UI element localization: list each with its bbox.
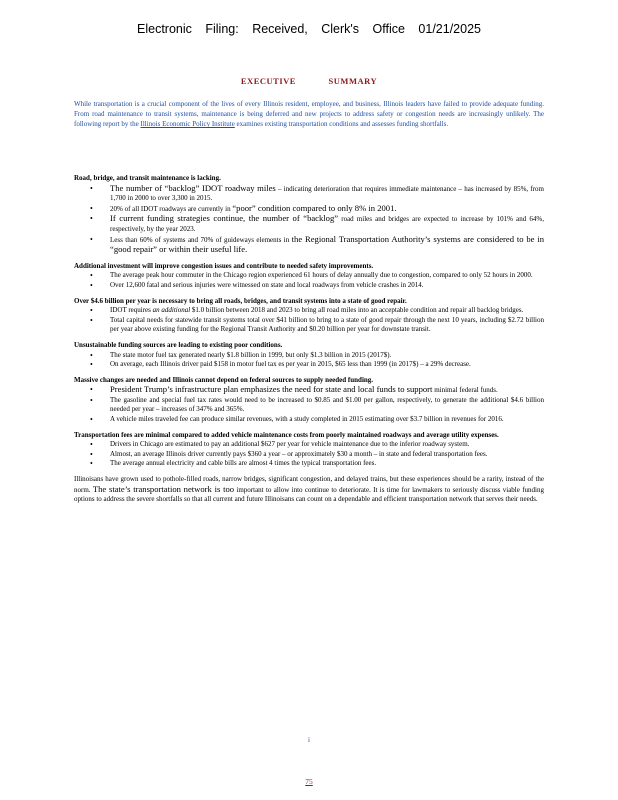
section-heading: Transportation fees are minimal compared to added vehicle maintenance costs from poorly maintained roadways and average utility expenses. [74,430,499,439]
section-federal [74,376,544,425]
closing-paragraph [74,475,544,505]
list-item: • The average peak hour commuter in the Chicago region experienced 61 hours of delay annually due to congestion, compared to only 52 hours in 2000. [110,271,544,281]
list-item: • The gasoline and special fuel tax rates would need to be increased to $0.85 and $1.00 per gallon, respectively, to generate the additional $4.6 billion needed per year – increases of 347% and 365%. [110,396,544,415]
intro-text-end: examines existing transportation conditions and assesses funding shortfalls. [234,120,449,129]
item-text: IDOT requires [110,306,153,315]
section-fees [74,431,544,469]
emphasis-text: “poor” condition compared to only 8% in 2001. [232,202,397,213]
list-item: • Total capital needs for statewide transit systems total over $41 billion to bring to a state of good repair through the next 10 years, including $2.72 billion per year above existing funding for the Regional Transit Authority and $0.20 billion per year for downstate transit. [110,316,544,335]
bullet-list [74,184,544,256]
section-heading: Massive changes are needed and Illinois cannot depend on federal sources to supply needed funding. [74,375,374,384]
emphasis-text: If current funding strategies continue, the number of “backlog” [110,213,339,224]
emphasis-text: The number of “backlog” IDOT roadway miles [110,182,276,193]
roman-page-number: i [308,736,310,744]
list-item: • A vehicle miles traveled fee can produce similar revenues, with a study completed in 2015 estimating over $3.7 billion in revenues for 2016. [110,415,544,425]
section-heading: Additional investment will improve congestion issues and contribute to needed safety improvements. [74,261,374,270]
intro-text-start: While transportation is a crucial component of the lives of every Illinois resident, employee, and business, Illinois leaders have failed to provide adequate funding. From road maintenance to transit systems, maintenance is being deferred and new projects to address safety or congestion needs are increasingly unlikely. The following report by the [74,100,544,129]
list-item: • The state motor fuel tax generated nearly $1.8 billion in 1999, but only $1.3 billion in 2015 (2017$). [110,351,544,361]
bullet-list [74,385,544,424]
source-link[interactable]: Illinois Economic Policy Institute [140,120,235,129]
list-item: • The average annual electricity and cable bills are almost 4 times the typical transportation fees. [110,459,544,469]
closing-text-start: Illinoisans have grown used to pothole-filled roads, narrow bridges, significant congestion, and delayed trains, but these experiences should be a rarity, instead of the norm. [74,475,544,494]
item-text: road miles and bridges are expected to increase by 101% and 64%, respectively, by the year 2023. [110,215,544,233]
emphasis-text: the Regional Transportation Authority’s systems are considered to be in “good repair” or within their useful life. [110,233,544,255]
page-number: 75 [305,777,313,786]
section-unsustainable [74,341,544,370]
emphasis-text: President Trump’s infrastructure plan emphasizes the need for state and local funds to support [110,384,433,395]
italic-text: an additional [152,306,191,315]
bullet-list [74,440,544,469]
bullet-list [74,306,544,335]
list-item [110,385,544,396]
item-text: minimal federal funds. [432,386,498,395]
page-title: EXECUTIVE SUMMARY [240,76,378,86]
list-item [110,214,544,234]
item-text: Less than 60% of systems and 70% of guideways elements in [110,235,292,244]
list-item [110,235,544,256]
item-text: $1.0 billion between 2018 and 2023 to bring all road miles into an acceptable condition and repair all backlog bridges. [190,306,524,315]
intro-paragraph [74,99,544,130]
list-item [110,184,544,204]
section-funding-need [74,297,544,335]
section-heading: Road, bridge, and transit maintenance is lacking. [74,174,221,182]
list-item: • Almost, an average Illinois driver currently pays $360 a year – or approximately $30 a month – in state and federal transportation fees. [110,450,544,460]
list-item: • Over 12,600 fatal and serious injuries were witnessed on state and local roadways from vehicle crashes in 2014. [110,281,544,291]
item-text: 20% of all IDOT roadways are currently in [110,204,233,213]
section-congestion [74,262,544,291]
list-item: • On average, each Illinois driver paid $158 in motor fuel tax es per year in 2015, $65 less than 1999 (in 2017$) – a 29% decrease. [110,360,544,370]
section-heading: Over $4.6 billion per year is necessary to bring all roads, bridges, and transit systems into a state of good repair. [74,296,407,305]
bullet-list [74,351,544,370]
item-text: – indicating deterioration that requires immediate maintenance – has increased by 85%, from 1,700 in 2000 to over 3,300 in 2015. [110,184,544,203]
filing-stamp: Electronic Filing: Received, Clerk's Office 01/21/2025 [137,22,481,36]
emphasis-text: The state’s transportation network is too [92,483,235,494]
list-item [110,306,544,316]
document-body [74,168,544,505]
closing-text-end: important to allow into continue to deteriorate. It is time for lawmakers to seriously discuss viable funding options to address the severe shortfalls so that all current and future Illinoisans can count on a dependable and efficient transportation network that serves their needs. [74,485,544,504]
bullet-list [74,271,544,290]
section-maintenance [74,174,544,256]
list-item: • Drivers in Chicago are estimated to pay an additional $627 per year for vehicle maintenance due to the inferior roadway system. [110,440,544,450]
section-heading: Unsustainable funding sources are leading to existing poor conditions. [74,340,283,349]
